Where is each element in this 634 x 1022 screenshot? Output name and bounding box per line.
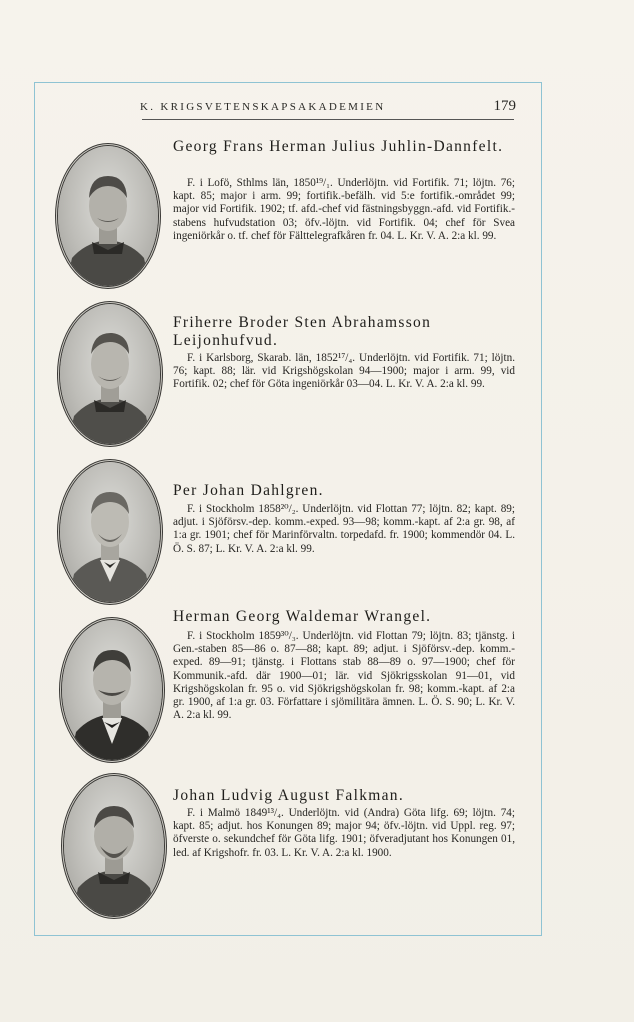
biography-text	[173, 630, 515, 722]
portrait-photo	[62, 620, 162, 760]
person-name: Per Johan Dahlgren.	[173, 482, 324, 499]
bio-paragraph: F. i Malmö 1849¹³/₄. Underlöjtn. vid (Andra) Göta lifg. 69; löjtn. 74; kapt. 85; adjut. hos Konungen 89; major 94; öfv.-löjtn. vid Uppl. reg. 97; öfverste o. sekundchef för Göta lifg. 1901; öfveradjutant hos Konungen 01, led. af Krigshofr. fr. 03. L. Kr. V. A. 2:a kl. 1900.	[173, 807, 515, 859]
portrait-photo	[58, 146, 158, 286]
portrait-photo	[60, 304, 160, 444]
bio-paragraph: F. i Stockholm 1859³⁰/₃. Underlöjtn. vid Flottan 79; löjtn. 83; tjänstg. i Gen.-staben 85—86 o. 87—88; kapt. 89; adjut. i Sjöförsv.-dep. komm.-exped. 89—91; tjänstg. i Flottans stab 88—89 o. 97—1900; chef för Kommunik.-afd. där 1900—01; lär. vid Sjökrigsskolan 91—01, vid Krigshögskolan fr. 95 o. vid Sjökrigshögskolan fr. 98; komm.-kapt. af 2:a gr. 1900, af 1:a gr. 03. Författare i sjömilitära ämnen. L. Ö. S. 90; L. Kr. V. A. 2:a kl. 99.	[173, 630, 515, 722]
bio-paragraph: F. i Lofö, Sthlms län, 1850¹⁹/₁. Underlöjtn. vid Fortifik. 71; löjtn. 76; kapt. 85; major i arm. 99; fortifik.-befälh. vid 5:e fortifik.-området 99; major vid Fortifik. 1902; tf. afd.-chef vid fästningsbyggn.-afd. vid Fortifik.-stabens hufvudstation 03; öfv.-löjtn. vid Fortifik. 04; chef för Svea ingeniörkår o. tf. chef för Fälttelegrafkåren fr. 04. L. Kr. V. A. 2:a kl. 99.	[173, 177, 515, 242]
running-title: K. KRIGSVETENSKAPSAKADEMIEN	[140, 101, 386, 113]
biography-text	[173, 503, 515, 556]
portrait-photo	[60, 462, 160, 602]
biography-text	[173, 807, 515, 860]
person-name: Georg Frans Herman Julius Juhlin-Dannfelt.	[173, 138, 504, 155]
person-name: Friherre Broder Sten Abrahamsson Leijonhufvud.	[173, 314, 432, 349]
running-header	[140, 98, 516, 121]
person-name: Herman Georg Waldemar Wrangel.	[173, 608, 432, 625]
portrait-photo	[64, 776, 164, 916]
header-rule	[142, 119, 514, 120]
page-number: 179	[493, 98, 516, 114]
person-name: Johan Ludvig August Falkman.	[173, 787, 405, 804]
bio-paragraph: F. i Stockholm 1858²⁰/₂. Underlöjtn. vid Flottan 77; löjtn. 82; kapt. 89; adjut. i Sjöförsv.-dep. komm.-exped. 93—98; komm.-kapt. af 2:a gr. 98, af 1:a gr. 1901; chef för Marinförvaltn. torpedafd. fr. 1900; kommendör 04. L. Ö. S. 87; L. Kr. V. A. 2:a kl. 99.	[173, 503, 515, 555]
biography-text	[173, 352, 515, 392]
biography-text	[173, 177, 515, 243]
bio-paragraph: F. i Karlsborg, Skarab. län, 1852¹⁷/₄. Underlöjtn. vid Fortifik. 71; löjtn. 76; kapt. 88; lär. vid Krigshögskolan 94—1900; major i arm. 99, vid Fortifik. 02; chef för Göta ingeniörkår 03—04. L. Kr. V. A. 2:a kl. 99.	[173, 352, 515, 391]
